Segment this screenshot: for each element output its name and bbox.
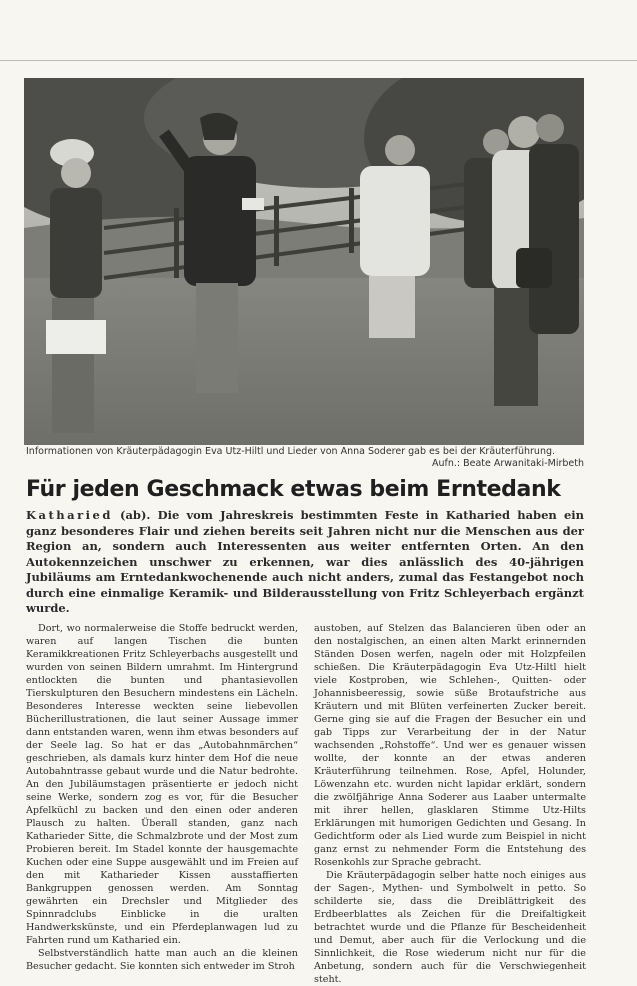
- article-headline: Für jeden Geschmack etwas beim Erntedank: [26, 477, 561, 502]
- caption-text: Informationen von Kräuterpädagogin Eva Utz-Hiltl und Lieder von Anna Soderer gab es bei der Kräuterführung.: [26, 446, 556, 457]
- paragraph: Selbstverständlich hatte man auch an die kleinen Besucher gedacht. Sie konnten sich entweder im Stroh: [26, 948, 298, 972]
- lead-text: (ab). Die vom Jahreskreis bestimmten Feste in Katharied haben ein ganz besonderes Flair und ziehen bereits seit Jahren nicht nur die Menschen aus der Region an, sondern auch Interessenten aus weiter entfernten Orten. An den Autokennzeichen unschwer zu erkennen, war dies anlässlich des 40-jährigen Jubiläums am Erntedankwochenende auch nicht anders, zumal das Festangebot noch durch eine einmalige Keramik- und Bilderausstellung von Fritz Schleyerbach ergänzt wurde.: [26, 508, 584, 615]
- article-column-right: [314, 622, 586, 986]
- photo-credit: Aufn.: Beate Arwanitaki-Mirbeth: [431, 458, 584, 469]
- paragraph: Dort, wo normalerweise die Stoffe bedruckt werden, waren auf langen Tischen die bunten Keramikkreationen Fritz Schleyerbachs ausgestellt und wurden von seinen Bildern umrahmt. Im Hintergrund entlockten die bunten und phantasievollen Tierskulpturen den Besuchern mindestens ein Lächeln. Besonderes Interesse weckten seine liebevollen Bücherillustrationen, die laut seiner Aussage immer dann entstanden waren, wenn ihm etwas besonders auf der Seele lag. So hat er das „Autobahnmärchen“ geschrieben, als damals kurz hinter dem Hof die neue Autobahntrasse gebaut wurde und die Natur bedrohte. An den Jubiläumstagen präsentierte er jedoch nicht seine Werke, sondern zog es vor, für die Besucher Apfelküchl zu backen und den einen oder anderen Plausch zu halten. Überall standen, ganz nach Katharieder Sitte, die Schmalzbrote und der Most zum Probieren bereit. Im Stadel konnte der hausgemachte Kuchen oder eine Suppe ausgewählt und im Freien auf den mit Katharieder Kissen ausstaffierten Bankgruppen genossen werden. Am Sonntag gewährten ein Drechsler und Mitglieder des Spinnradclubs Einblicke in die uralten Handwerkskünste, und ein Pferdeplanwagen lud zu Fahrten rund um Katharied ein.: [26, 623, 298, 946]
- article-column-left: [26, 622, 298, 973]
- photo-illustration: [24, 78, 584, 445]
- paragraph: Die Kräuterpädagogin selber hatte noch einiges aus der Sagen-, Mythen- und Symbolwelt in petto. So schilderte sie, dass die Dreiblättrigkeit des Erdbeerblattes als Zeichen für die Dreifaltigkeit betrachtet wurde und die Pflanze für Bescheidenheit und Demut, aber auch für die Verlockung und die Sinnlichkeit, die Rose wiederum nicht nur für die Anbetung, sondern auch für die Verschwiegenheit steht.: [314, 870, 586, 985]
- photo-caption: [26, 446, 584, 470]
- news-photo: [24, 78, 584, 445]
- top-rule: [0, 60, 637, 61]
- dateline-place: Katharied: [26, 508, 113, 522]
- paragraph: austoben, auf Stelzen das Balancieren üben oder an den nostalgischen, an einen alten Markt erinnernden Ständen Dosen werfen, nageln oder mit Holzpfeilen schießen. Die Kräuterpädagogin Eva Utz-Hiltl hielt viele Kostproben, wie Schlehen-, Quitten- oder Johannisbeeressig, sowie süße Brotaufstriche aus Kräutern und mit Blüten verfeinerten Zucker bereit. Gerne ging sie auf die Fragen der Besucher ein und gab Tipps zur Verarbeitung der in der Natur wachsenden „Rohstoffe“. Und wer es genauer wissen wollte, der konnte an der etwas anderen Kräuterführung teilnehmen. Rose, Apfel, Holunder, Löwenzahn etc. wurden nicht lapidar erklärt, sondern die zwölfjährige Anna Soderer aus Laaber untermalte mit ihrer hellen, glasklaren Stimme Utz-Hilts Erklärungen mit humorigen Gedichten und Gesang. In Gedichtform oder als Lied wurde zum Beispiel in nicht ganz ernst zu nehmender Form die Entstehung des Rosenkohls zur Sprache gebracht.: [314, 623, 586, 868]
- article-lead: [26, 508, 584, 617]
